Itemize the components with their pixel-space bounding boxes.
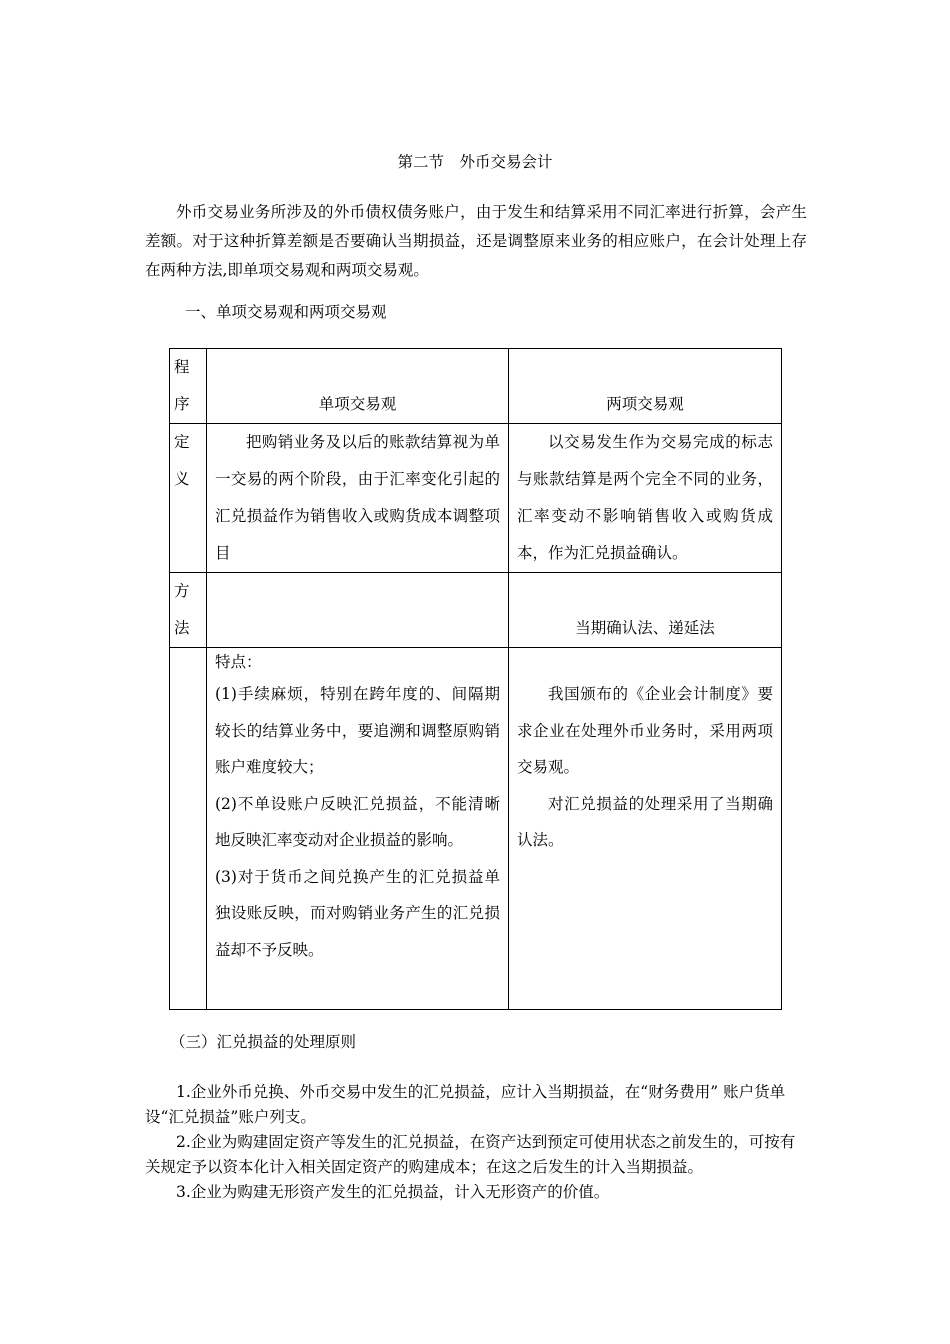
feature-item-1: (1)手续麻烦，特别在跨年度的、间隔期较长的结算业务中，要追溯和调整原购销账户难度较大； — [215, 685, 500, 776]
features-two — [509, 648, 782, 1010]
principle-3: 3.企业为购建无形资产发生的汇兑损益，计入无形资产的价值。 — [176, 1183, 610, 1201]
table-row-features — [170, 648, 782, 1010]
principle-2: 2.企业为购建固定资产等发生的汇兑损益，在资产达到预定可使用状态之前发生的，可按有关规定予以资本化计入相关固定资产的购建成本；在这之后发生的计入当期损益。 — [145, 1133, 796, 1176]
table-header-row — [170, 349, 782, 424]
label-features — [170, 648, 207, 1010]
label-definition: 定义 — [170, 424, 207, 573]
definition-single: 把购销业务及以后的账款结算视为单一交易的两个阶段，由于汇率变化引起的汇兑损益作为销售收入或购货成本调整项目 — [207, 424, 509, 573]
heading-exchange-gain-loss-principles: （三）汇兑损益的处理原则 — [170, 1033, 357, 1051]
table-row-method — [170, 573, 782, 648]
header-two-transaction: 两项交易观 — [509, 349, 782, 424]
header-single-transaction: 单项交易观 — [207, 349, 509, 424]
table-row-definition — [170, 424, 782, 573]
heading-single-vs-two-transaction: 一、单项交易观和两项交易观 — [185, 303, 387, 321]
features-two-para-1: 我国颁布的《企业会计制度》要求企业在处理外币业务时，采用两项交易观。 — [517, 685, 773, 776]
feature-item-2: (2)不单设账户反映汇兑损益，不能清晰地反映汇率变动对企业损益的影响。 — [215, 794, 500, 849]
intro-paragraph: 外币交易业务所涉及的外币债权债务账户，由于发生和结算采用不同汇率进行折算，会产生差额。对于这种折算差额是否要确认当期损益，还是调整原来业务的相应账户，在会计处理上存在两种方法,即单项交易观和两项交易观。 — [145, 203, 807, 279]
principle-1: 1.企业外币兑换、外币交易中发生的汇兑损益，应计入当期损益，在“财务费用” 账户货单设“汇兑损益”账户列支。 — [145, 1083, 786, 1126]
method-single — [207, 573, 509, 648]
comparison-table — [169, 348, 782, 1010]
label-method: 方法 — [170, 573, 207, 648]
method-two: 当期确认法、递延法 — [509, 573, 782, 648]
features-title: 特点： — [215, 653, 262, 671]
definition-two: 以交易发生作为交易完成的标志与账款结算是两个完全不同的业务，汇率变动不影响销售收入或购货成本，作为汇兑损益确认。 — [509, 424, 782, 573]
header-procedure: 程序 — [170, 349, 207, 424]
principles-list — [145, 1080, 807, 1205]
section-title: 第二节 外币交易会计 — [397, 153, 553, 171]
features-two-para-2: 对汇兑损益的处理采用了当期确认法。 — [517, 794, 773, 849]
feature-item-3: (3)对于货币之间兑换产生的汇兑损益单独设账反映，而对购销业务产生的汇兑损益却不予反映。 — [215, 867, 500, 959]
features-single — [207, 648, 509, 1010]
